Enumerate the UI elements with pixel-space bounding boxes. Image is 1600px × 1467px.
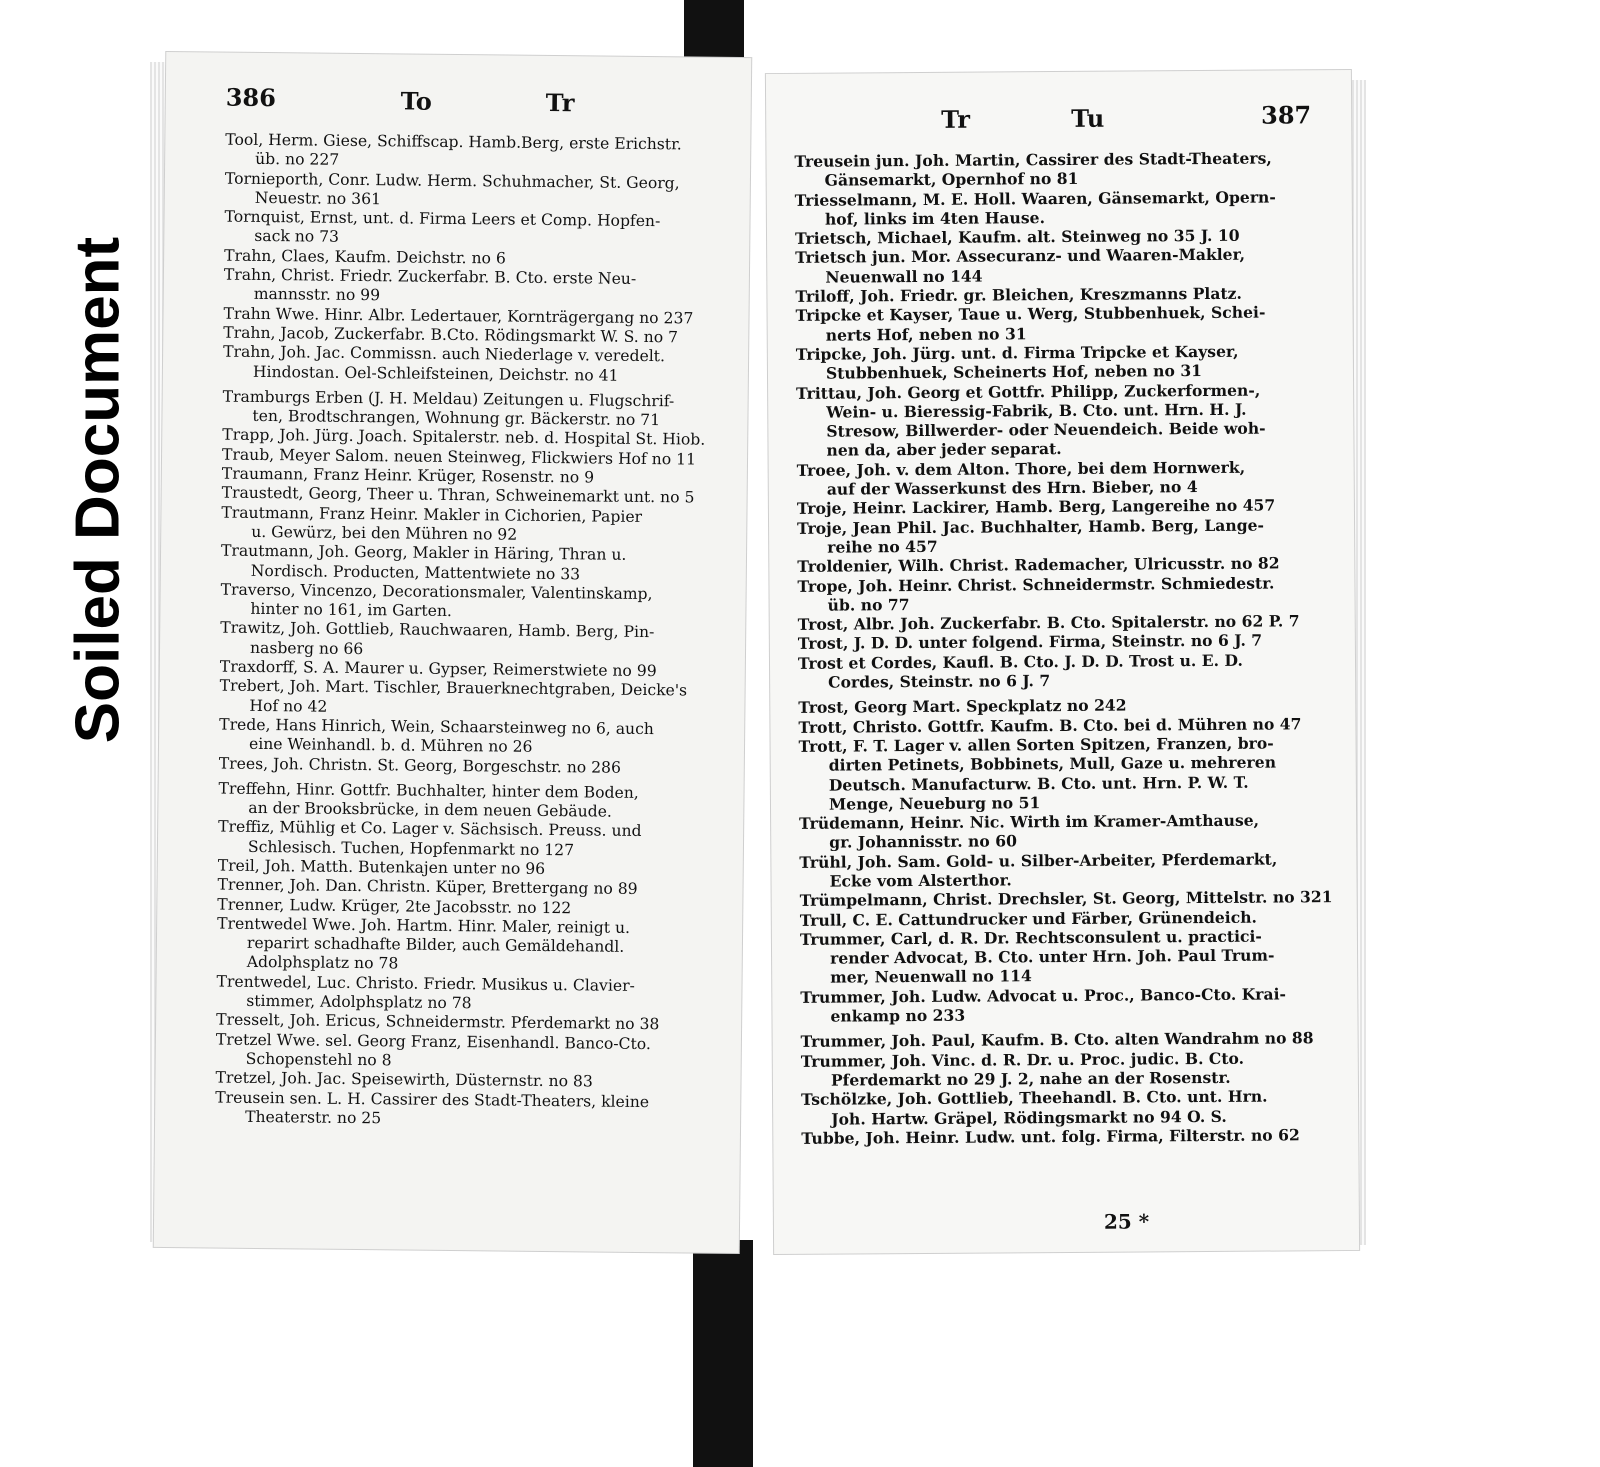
directory-entry (796, 341, 1298, 383)
entry-continuation-line: Deutsch. Manufacturw. B. Cto. unt. Hrn. P. W. T. (828, 772, 1249, 795)
entry-continuation-line: mer, Neuenwall no 114 (830, 966, 1032, 988)
entry-continuation-line: Adolphsplatz no 78 (246, 953, 399, 973)
running-head-left: Tr (941, 104, 971, 134)
right-entries-list (794, 148, 1333, 1148)
directory-entry (801, 1048, 1303, 1090)
directory-entry (224, 208, 709, 252)
entry-line: Trost, Georg Mart. Speckplatz no 242 (798, 695, 1127, 718)
directory-entry (801, 1087, 1303, 1129)
entry-line: Trittau, Joh. Georg et Gottfr. Philipp, Zuckerformen-, (796, 380, 1261, 403)
side-label-text: Soiled Document (63, 236, 133, 744)
running-head-right: Tr (545, 87, 575, 118)
directory-entry (798, 650, 1300, 692)
entry-continuation-line: an der Brooksbrücke, in dem neuen Gebäude. (248, 798, 612, 821)
entry-line: Tripcke, Joh. Jürg. unt. d. Firma Tripcke et Kayser, (795, 341, 1239, 364)
directory-entry (220, 619, 705, 663)
entry-line: Treil, Joh. Matth. Butenkajen unter no 96 (217, 856, 546, 878)
entry-continuation-line: üb. no 227 (255, 150, 340, 170)
directory-entry (224, 266, 709, 310)
directory-entry (800, 926, 1302, 987)
directory-entry (218, 779, 703, 823)
entry-line: Trietsch, Michael, Kaufm. alt. Steinweg no 35 J. 10 (794, 225, 1240, 249)
left-page (154, 52, 751, 1253)
entry-line: Traumann, Franz Heinr. Krüger, Rosenstr. no 9 (221, 464, 595, 487)
directory-entry (225, 169, 710, 213)
entry-line: Trahn, Claes, Kaufm. Deichstr. no 6 (224, 246, 506, 268)
entry-line: Tornquist, Ernst, unt. d. Firma Leers et Comp. Hopfen- (224, 207, 661, 231)
entry-continuation-line: Menge, Neueburg no 51 (828, 792, 1041, 814)
entry-line: Tretzel, Joh. Jac. Speisewirth, Düsternstr. no 83 (215, 1068, 593, 1091)
entry-line: Tubbe, Joh. Heinr. Ludw. unt. folg. Firma, Filterstr. no 62 (801, 1125, 1300, 1148)
entry-continuation-line: Joh. Hartw. Gräpel, Rödingsmarkt no 94 O. S. (831, 1106, 1227, 1129)
entry-continuation-line: Cordes, Steinstr. no 6 J. 7 (828, 671, 1051, 692)
entry-continuation-line: enkamp no 233 (830, 1005, 966, 1026)
spine-bottom (693, 1240, 753, 1467)
entry-line: Tool, Herm. Giese, Schiffscap. Hamb.Berg, erste Erichstr. (225, 130, 682, 154)
directory-entry (797, 515, 1299, 557)
entry-line: Treffehn, Hinr. Gottfr. Buchhalter, hinter dem Boden, (218, 779, 639, 802)
entry-continuation-line: Neuenwall no 144 (825, 266, 983, 287)
right-page (766, 70, 1359, 1254)
entry-line: Traxdorff, S. A. Maurer u. Gypser, Reimerstwiete no 99 (219, 657, 657, 681)
directory-entry (223, 343, 708, 387)
entry-line: Trautmann, Franz Heinr. Makler in Cichorien, Papier (221, 503, 643, 526)
page-number: 387 (1260, 100, 1312, 130)
entry-continuation-line: Gänsemarkt, Opernhof no 81 (824, 169, 1079, 190)
entry-continuation-line: nasberg no 66 (249, 638, 364, 658)
entry-line: Treffiz, Mühlig et Co. Lager v. Sächsisch. Preuss. und (218, 817, 642, 841)
entry-line: Tornieporth, Conr. Ludw. Herm. Schuhmacher, St. Georg, (224, 169, 680, 192)
entry-line: Tretzel Wwe. sel. Georg Franz, Eisenhandl. Banco-Cto. (215, 1030, 651, 1053)
left-page-header (226, 83, 711, 128)
entry-line: Treusein jun. Joh. Martin, Cassirer des Stadt-Theaters, (794, 148, 1272, 171)
directory-entry (222, 387, 707, 431)
entry-line: Trüdemann, Heinr. Nic. Wirth im Kramer-Amthause, (799, 810, 1260, 833)
entry-continuation-line: Stresow, Billwerder- oder Neuendeich. Beide woh- (826, 418, 1266, 441)
entry-continuation-line: nerts Hof, neben no 31 (825, 323, 1027, 345)
entry-continuation-line: Stubbenhuek, Scheinerts Hof, neben no 31 (825, 361, 1203, 383)
entry-line: Troje, Jean Phil. Jac. Buchhalter, Hamb. Berg, Lange- (796, 515, 1265, 538)
entry-line: Trees, Joh. Christn. St. Georg, Borgeschstr. no 286 (218, 754, 622, 777)
entry-continuation-line: render Advocat, B. Cto. unter Hrn. Joh. Paul Trum- (829, 945, 1275, 968)
directory-entry (800, 984, 1302, 1026)
entry-continuation-line: Neuestr. no 361 (254, 188, 382, 209)
directory-entry (797, 457, 1299, 499)
entry-continuation-line: reihe no 457 (827, 536, 938, 557)
entry-line: Triesselmann, M. E. Holl. Waaren, Gänsemarkt, Opern- (794, 187, 1276, 210)
entry-line: Treusein sen. L. H. Cassirer des Stadt-Theaters, kleine (215, 1088, 650, 1111)
page-number: 386 (225, 82, 277, 113)
entry-line: Troee, Joh. v. dem Alton. Thore, bei dem Hornwerk, (796, 457, 1246, 480)
entry-line: Troldenier, Wilh. Christ. Rademacher, Ulricusstr. no 82 (797, 553, 1280, 577)
entry-continuation-line: u. Gewürz, bei den Mühren no 92 (251, 522, 518, 544)
running-head-right: Tu (1071, 103, 1105, 133)
entry-line: Trott, Christo. Gottfr. Kaufm. B. Cto. bei d. Mühren no 47 (798, 713, 1302, 737)
entry-line: Trawitz, Joh. Gottlieb, Rauchwaaren, Hamb. Berg, Pin- (220, 618, 655, 642)
entry-line: Trede, Hans Hinrich, Wein, Schaarsteinweg no 6, auch (219, 715, 654, 739)
entry-line: Trummer, Carl, d. R. Dr. Rechtsconsulent u. practici- (799, 926, 1262, 949)
directory-entry (216, 1030, 701, 1074)
signature-mark: 25 * (1103, 1209, 1150, 1234)
entry-continuation-line: dirten Petinets, Bobbinets, Mull, Gaze u. mehreren (828, 752, 1277, 775)
entry-line: Trummer, Joh. Paul, Kaufm. B. Cto. alten Wandrahm no 88 (800, 1028, 1314, 1052)
entry-continuation-line: Theaterstr. no 25 (245, 1107, 382, 1128)
entry-line: Trentwedel, Luc. Christo. Friedr. Musikus u. Clavier- (216, 972, 635, 995)
directory-entry (220, 580, 705, 624)
entry-line: Trost, J. D. D. unter folgend. Firma, Steinstr. no 6 J. 7 (797, 631, 1263, 654)
entry-line: Trahn Wwe. Hinr. Albr. Ledertauer, Kornträgergang no 237 (223, 304, 694, 328)
entry-continuation-line: nen da, aber jeder separat. (826, 439, 1062, 461)
directory-entry (221, 542, 706, 586)
entry-line: Triloff, Joh. Friedr. gr. Bleichen, Kreszmanns Platz. (795, 283, 1242, 306)
directory-entry (215, 1088, 700, 1132)
directory-entry (801, 1125, 1303, 1148)
entry-line: Trull, C. E. Cattundrucker und Färber, Grünendeich. (799, 907, 1258, 930)
entry-line: Tschölzke, Joh. Gottlieb, Theehandl. B. Cto. unt. Hrn. (800, 1086, 1268, 1110)
directory-entry (225, 131, 710, 175)
left-entries-list (215, 131, 710, 1132)
entry-line: Trost et Cordes, Kaufl. B. Cto. J. D. D. Trost u. E. D. (797, 650, 1243, 673)
entry-line: Trapp, Joh. Jürg. Joach. Spitalerstr. neb. d. Hospital St. Hiob. (222, 426, 706, 450)
running-head-left: To (400, 86, 433, 116)
entry-line: Trenner, Ludw. Krüger, 2te Jacobsstr. no 122 (217, 895, 572, 917)
entry-line: Trühl, Joh. Sam. Gold- u. Silber-Arbeiter, Pferdemarkt, (799, 849, 1278, 872)
directory-entry (797, 573, 1299, 615)
entry-continuation-line: sack no 73 (254, 227, 340, 247)
directory-entry (795, 187, 1297, 229)
entry-continuation-line: mannsstr. no 99 (253, 285, 381, 305)
entry-continuation-line: eine Weinhandl. b. d. Mühren no 26 (248, 735, 533, 757)
entry-continuation-line: stimmer, Adolphsplatz no 78 (246, 991, 472, 1013)
entry-line: Trahn, Christ. Friedr. Zuckerfabr. B. Cto. erste Neu- (223, 265, 637, 288)
entry-continuation-line: Ecke vom Alsterthor. (829, 870, 1012, 891)
directory-entry (219, 754, 704, 778)
entry-line: Trahn, Jacob, Zuckerfabr. B.Cto. Rödingsmarkt W. S. no 7 (223, 323, 679, 347)
entry-continuation-line: Nordisch. Producten, Mattentwiete no 33 (250, 561, 581, 583)
entry-continuation-line: hof, links im 4ten Hause. (824, 208, 1046, 229)
directory-entry (217, 914, 703, 977)
entry-line: Troje, Heinr. Lackirer, Hamb. Berg, Langereihe no 457 (796, 495, 1276, 519)
entry-line: Traverso, Vincenzo, Decorationsmaler, Valentinskamp, (220, 580, 653, 603)
entry-line: Traub, Meyer Salom. neuen Steinweg, Flickwiers Hof no 11 (221, 445, 697, 469)
directory-entry (796, 380, 1299, 461)
entry-line: Trentwedel Wwe. Joh. Hartm. Hinr. Maler, reinigt u. (217, 914, 631, 937)
directory-entry (216, 972, 701, 1016)
entry-line: Trummer, Joh. Vinc. d. R. Dr. u. Proc. judic. B. Cto. (800, 1048, 1245, 1071)
entry-continuation-line: üb. no 77 (827, 594, 910, 615)
directory-entry (219, 715, 704, 759)
entry-line: Trebert, Joh. Mart. Tischler, Brauerknechtgraben, Deicke's (219, 676, 688, 700)
entry-continuation-line: Hof no 42 (249, 696, 328, 716)
directory-entry (221, 503, 706, 547)
directory-entry (799, 810, 1301, 852)
entry-line: Trope, Joh. Heinr. Christ. Schneidermstr. Schmiedestr. (797, 573, 1275, 596)
entry-continuation-line: Hindostan. Oel-Schleifsteinen, Deichstr. no 41 (252, 362, 619, 385)
entry-continuation-line: reparirt schadhafte Bilder, auch Gemäldehandl. (246, 934, 625, 956)
entry-line: Trenner, Joh. Dan. Christn. Küper, Brettergang no 89 (217, 875, 638, 899)
directory-entry (219, 677, 704, 721)
directory-entry (799, 733, 1302, 814)
entry-continuation-line: Schopenstehl no 8 (245, 1049, 392, 1070)
directory-entry (796, 303, 1298, 345)
entry-continuation-line: auf der Wasserkunst des Hrn. Bieber, no 4 (826, 477, 1198, 499)
entry-line: Trümpelmann, Christ. Drechsler, St. Georg, Mittelstr. no 321 (799, 887, 1333, 911)
entry-continuation-line: Wein- u. Bieressig-Fabrik, B. Cto. unt. Hrn. H. J. (826, 399, 1247, 422)
entry-continuation-line: ten, Brodtschrangen, Wohnung gr. Bäckerstr. no 71 (252, 407, 661, 430)
directory-entry (795, 245, 1297, 287)
right-page-header (826, 100, 1311, 143)
entry-line: Tripcke et Kayser, Taue u. Werg, Stubbenhuek, Schei- (795, 302, 1266, 326)
entry-continuation-line: Pferdemarkt no 29 J. 2, nahe an der Rosenstr. (830, 1067, 1231, 1090)
entry-line: Trummer, Joh. Ludw. Advocat u. Proc., Banco-Cto. Krai- (800, 984, 1287, 1007)
entry-line: Trahn, Joh. Jac. Commissn. auch Niederlage v. veredelt. (223, 342, 666, 366)
directory-entry (799, 849, 1301, 891)
entry-continuation-line: gr. Johannisstr. no 60 (829, 831, 1017, 853)
entry-line: Tresselt, Joh. Ericus, Schneidermstr. Pferdemarkt no 38 (216, 1010, 660, 1034)
side-label (28, 230, 168, 750)
entry-line: Trietsch jun. Mor. Assecuranz- und Waaren-Makler, (795, 245, 1246, 268)
directory-entry (218, 818, 703, 862)
entry-line: Traustedt, Georg, Theer u. Thran, Schweinemarkt unt. no 5 (221, 483, 695, 507)
directory-entry (794, 148, 1296, 190)
entry-line: Trott, F. T. Lager v. allen Sorten Spitzen, Franzen, bro- (798, 733, 1274, 756)
entry-continuation-line: Schlesisch. Tuchen, Hopfenmarkt no 127 (247, 837, 575, 859)
entry-continuation-line: hinter no 161, im Garten. (250, 600, 453, 621)
entry-line: Tramburgs Erben (J. H. Meldau) Zeitungen u. Flugschrif- (222, 387, 675, 411)
entry-line: Trost, Albr. Joh. Zuckerfabr. B. Cto. Spitalerstr. no 62 P. 7 (797, 611, 1300, 634)
entry-line: Trautmann, Joh. Georg, Makler in Häring, Thran u. (220, 541, 627, 565)
